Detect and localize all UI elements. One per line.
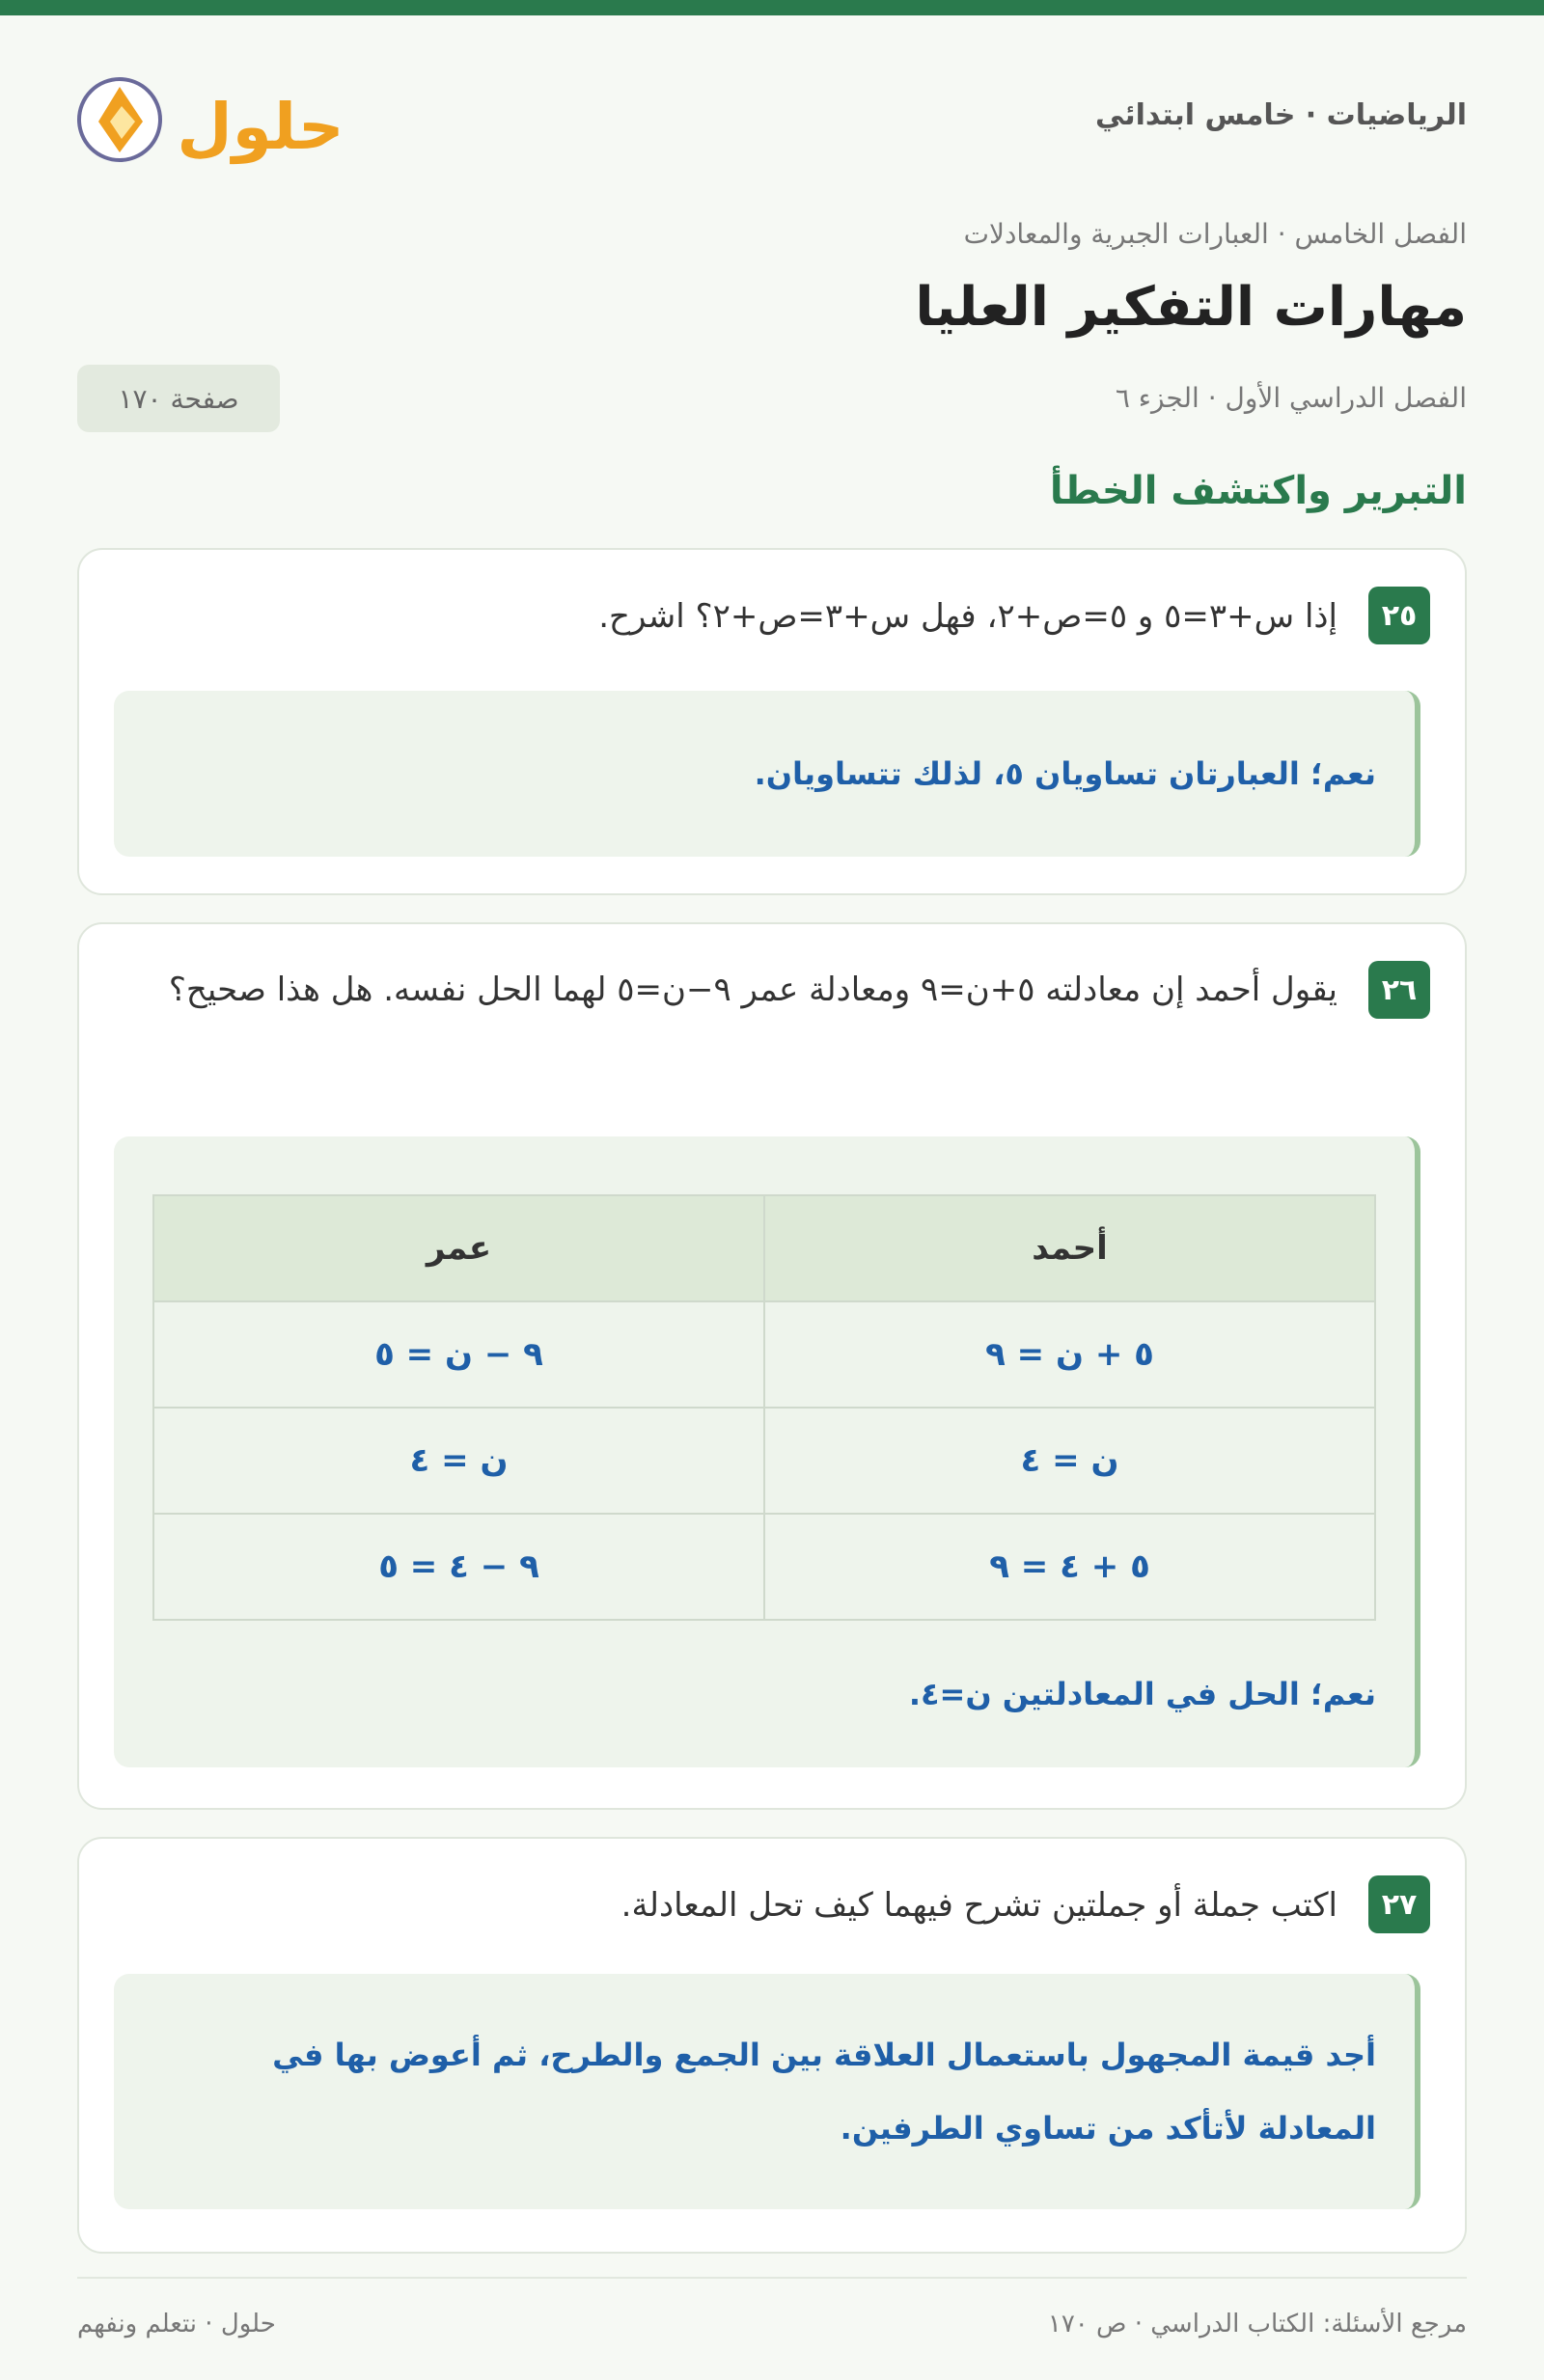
table-cell: ٥ + ن = ٩ — [985, 1335, 1154, 1374]
question-number-badge: ٢٥ — [1368, 587, 1430, 644]
table-header-row — [154, 1196, 1374, 1300]
subject-label: الرياضيات · خامس ابتدائي — [1094, 98, 1467, 132]
logo-text: حلول — [177, 90, 345, 164]
question-text: يقول أحمد إن معادلته ٥+ن=٩ ومعادلة عمر ٩−ن=٥ لهما الحل نفسه. هل هذا صحيح؟ — [168, 971, 1337, 1009]
question-number-badge: ٢٦ — [1368, 961, 1430, 1019]
answer-box — [114, 1136, 1420, 1767]
top-accent-bar — [0, 0, 1544, 15]
answer-text: نعم؛ الحل في المعادلتين ن=٤. — [908, 1676, 1376, 1712]
semester-label: الفصل الدراسي الأول · الجزء ٦ — [1115, 382, 1467, 414]
table-row — [154, 1513, 1374, 1619]
table-header-ahmed: أحمد — [765, 1196, 1374, 1300]
footer-brand: حلول · نتعلم ونفهم — [77, 2310, 276, 2339]
footer-reference: مرجع الأسئلة: الكتاب الدراسي · ص ١٧٠ — [1047, 2310, 1467, 2339]
question-card-26 — [77, 922, 1467, 1810]
footer-divider — [77, 2277, 1467, 2279]
page-number-badge: صفحة ١٧٠ — [77, 365, 280, 432]
worksheet-page — [77, 15, 1467, 2380]
question-card-25 — [77, 548, 1467, 895]
table-cell: ٩ − ن = ٥ — [154, 1302, 765, 1407]
answer-box — [114, 1974, 1420, 2209]
table-cell: ن = ٤ — [154, 1409, 765, 1513]
solution-table — [152, 1194, 1376, 1621]
question-card-27 — [77, 1837, 1467, 2254]
answer-box — [114, 691, 1420, 857]
page-header — [77, 15, 1467, 218]
answer-text: نعم؛ العبارتان تساويان ٥، لذلك تتساويان. — [754, 755, 1376, 792]
table-cell: ن = ٤ — [1020, 1441, 1119, 1480]
section-title: التبرير واكتشف الخطأ — [1049, 469, 1467, 513]
hulul-logo[interactable] — [77, 64, 347, 170]
table-row — [154, 1407, 1374, 1513]
question-text: إذا س+٣=٥ و ٥=ص+٢، فهل س+٣=ص+٢؟ اشرح. — [598, 597, 1337, 636]
question-text: اكتب جملة أو جملتين تشرح فيهما كيف تحل المعادلة. — [620, 1886, 1337, 1925]
table-row — [154, 1300, 1374, 1407]
page-title: مهارات التفكير العليا — [915, 276, 1467, 339]
chapter-label: الفصل الخامس · العبارات الجبرية والمعادلات — [963, 218, 1467, 250]
table-header-omar: عمر — [154, 1196, 765, 1300]
table-cell: ٥ + ٤ = ٩ — [989, 1547, 1150, 1586]
answer-text: أجد قيمة المجهول باستعمال العلاقة بين الجمع والطرح، ثم أعوض بها في المعادلة لأتأكد من تساوي الطرفين. — [272, 2037, 1376, 2147]
table-cell: ٩ − ٤ = ٥ — [154, 1515, 765, 1619]
question-number-badge: ٢٧ — [1368, 1875, 1430, 1933]
